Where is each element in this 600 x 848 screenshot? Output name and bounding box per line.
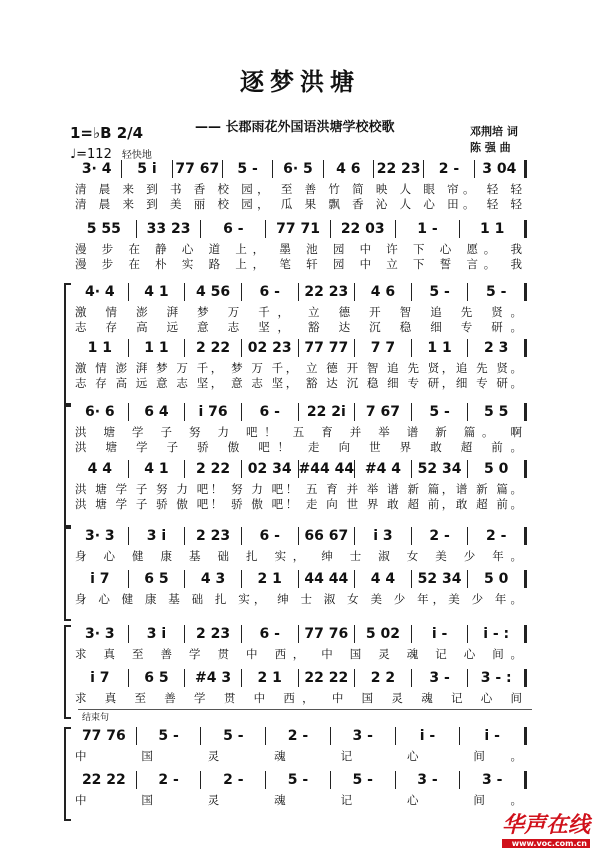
- measure: 5 -: [266, 771, 331, 789]
- measure: 3 -: [396, 771, 461, 789]
- measure: 4 6: [324, 160, 374, 178]
- system-bracket: [64, 527, 71, 621]
- measure: 6 5: [129, 570, 186, 588]
- measure: 3 - :: [468, 669, 527, 687]
- watermark: [502, 808, 590, 848]
- measure: 22 03: [331, 220, 396, 238]
- system-bracket: [64, 625, 71, 719]
- lyrics-line: 洪 塘 学 子 骄 傲 吧！ 走 向 世 界 敢 超 前。: [75, 440, 523, 454]
- measure: #44 44: [298, 461, 355, 477]
- notation-line: [72, 160, 527, 178]
- measure: 6 -: [242, 625, 299, 643]
- measure: 3 -: [412, 669, 469, 687]
- notation-line: [72, 220, 527, 238]
- lyrics-line: 洪 塘 学 子 努 力 吧！ 努 力 吧！ 五 育 并 举 谱 新 篇，谱 新 篇。: [75, 482, 523, 496]
- measure: 5 -: [137, 727, 202, 745]
- measure: 4 56: [185, 283, 242, 301]
- tempo-value: ♩=112: [70, 147, 112, 162]
- measure: 2 3: [468, 339, 527, 357]
- lyrics-line: 中 国 灵 魂 记 心 间。: [75, 749, 523, 763]
- measure: 3 -: [331, 727, 396, 745]
- measure: i 76: [185, 403, 242, 421]
- measure: 7 67: [355, 403, 412, 421]
- system-bracket: [64, 283, 71, 407]
- subtitle: —— 长郡雨花外国语洪塘学校校歌: [195, 120, 395, 135]
- measure: 77 67: [173, 160, 223, 178]
- composer: 陈 强 曲: [470, 141, 511, 154]
- notation-line: [72, 771, 527, 789]
- measure: 6 -: [201, 220, 266, 238]
- measure: 3· 4: [72, 160, 122, 178]
- lyrics-line: 志 存 高 远 意 志 坚， 意 志 坚， 豁 达 沉 稳 细 专 研，细 专 研。: [75, 376, 523, 390]
- measure: i -: [396, 727, 461, 745]
- measure: 2 -: [137, 771, 202, 789]
- lyrics-line: 漫 步 在 朴 实 路 上， 笔 轩 园 中 立 下 誓 言。 我: [75, 257, 523, 271]
- measure: 5 0: [468, 460, 527, 478]
- lyrics-line: 中 国 灵 魂 记 心 间。: [75, 793, 523, 807]
- measure: 22 23: [299, 283, 356, 301]
- measure: 2 2: [355, 669, 412, 687]
- measure: 2 -: [412, 527, 469, 545]
- measure: 2 23: [185, 527, 242, 545]
- watermark-url: www.voc.com.cn: [502, 839, 590, 848]
- measure: 52 34: [412, 460, 469, 478]
- measure: 5 -: [201, 727, 266, 745]
- notation-line: [72, 727, 527, 745]
- measure: 2 -: [266, 727, 331, 745]
- tempo-marking: 轻快地: [121, 150, 152, 161]
- measure: 3 i: [129, 625, 186, 643]
- system-bracket: [64, 403, 71, 527]
- measure: 5 i: [122, 160, 172, 178]
- lyrics-line: 激 情 澎 湃 梦 万 千， 梦 万 千， 立 德 开 智 追 先 贤，追 先 贤。: [75, 361, 523, 375]
- measure: 3 04: [475, 160, 527, 178]
- measure: i 7: [72, 570, 129, 588]
- notation-line: [72, 460, 527, 478]
- measure: 1 1: [460, 220, 527, 238]
- measure: 4 4: [355, 570, 412, 588]
- measure: 3 -: [460, 771, 527, 789]
- measure: 4· 4: [72, 283, 129, 301]
- notation-line: [72, 403, 527, 421]
- measure: 44 44: [299, 570, 356, 588]
- measure: 2 22: [185, 339, 242, 357]
- measure: 6 4: [129, 403, 186, 421]
- notation-line: [72, 527, 527, 545]
- measure: 52 34: [412, 570, 469, 588]
- measure: 5 -: [331, 771, 396, 789]
- measure: 5 -: [412, 283, 469, 301]
- measure: 77 71: [266, 220, 331, 238]
- measure: 6· 5: [273, 160, 323, 178]
- measure: 5 02: [355, 625, 412, 643]
- measure: 2 22: [185, 460, 242, 478]
- song-title: 逐梦洪塘: [240, 67, 360, 96]
- measure: 5 -: [412, 403, 469, 421]
- notation-line: [72, 625, 527, 643]
- measure: 22 22: [299, 669, 356, 687]
- measure: 2 1: [242, 669, 299, 687]
- lyrics-line: 身 心 健 康 基 础 扎 实， 绅 士 淑 女 美 少 年。: [75, 549, 523, 563]
- measure: 5 55: [72, 220, 137, 238]
- measure: 4 1: [129, 460, 186, 478]
- measure: 3 i: [129, 527, 186, 545]
- measure: 4 1: [129, 283, 186, 301]
- lyrics-line: 洪 塘 学 子 努 力 吧！ 五 育 并 举 谱 新 篇。 啊: [75, 425, 523, 439]
- lyrics-line: 漫 步 在 静 心 道 上， 墨 池 园 中 许 下 心 愿。 我: [75, 242, 523, 256]
- measure: i - :: [468, 625, 527, 643]
- measure: 77 76: [299, 625, 356, 643]
- measure: #4 3: [185, 669, 242, 687]
- measure: #4 4: [355, 460, 412, 478]
- measure: i -: [412, 625, 469, 643]
- measure: 2 -: [201, 771, 266, 789]
- notation-line: [72, 283, 527, 301]
- measure: 2 1: [242, 570, 299, 588]
- ending-label: 结束句: [78, 709, 532, 723]
- notation-line: [72, 669, 527, 687]
- measure: 5 0: [468, 570, 527, 588]
- measure: 4 4: [72, 460, 129, 478]
- lyricist: 邓荆培 词: [470, 125, 518, 138]
- measure: 5 -: [468, 283, 527, 301]
- measure: 02 23: [242, 339, 299, 357]
- measure: 1 1: [129, 339, 186, 357]
- measure: 1 1: [412, 339, 469, 357]
- system-bracket: [64, 727, 71, 821]
- lyrics-line: 求 真 至 善 学 贯 中 西， 中 国 灵 魂 记 心 间: [75, 691, 523, 705]
- measure: 2 23: [185, 625, 242, 643]
- measure: 5 5: [468, 403, 527, 421]
- credits: [470, 124, 518, 156]
- measure: i 7: [72, 669, 129, 687]
- lyrics-line: 身 心 健 康 基 础 扎 实， 绅 士 淑 女 美 少 年，美 少 年。: [75, 592, 523, 606]
- measure: 2 -: [424, 160, 474, 178]
- measure: 02 34: [242, 460, 299, 478]
- measure: 3· 3: [72, 625, 129, 643]
- key-signature: 1=♭B 2/4: [70, 124, 144, 142]
- lyrics-line: 清 晨 来 到 书 香 校 园， 至 善 竹 简 映 人 眼 帘。 轻 轻: [75, 182, 523, 196]
- notation-line: [72, 570, 527, 588]
- measure: 1 1: [72, 339, 129, 357]
- measure: 4 3: [185, 570, 242, 588]
- measure: 6 -: [242, 403, 299, 421]
- measure: 22 23: [374, 160, 424, 178]
- notation-line: [72, 339, 527, 357]
- measure: 7 7: [355, 339, 412, 357]
- measure: 3· 3: [72, 527, 129, 545]
- measure: 6 5: [129, 669, 186, 687]
- lyrics-line: 志 存 高 远 意 志 坚， 豁 达 沉 稳 细 专 研。: [75, 320, 523, 334]
- measure: 4 6: [355, 283, 412, 301]
- measure: 2 -: [468, 527, 527, 545]
- measure: 66 67: [299, 527, 356, 545]
- measure: 1 -: [396, 220, 461, 238]
- lyrics-line: 洪 塘 学 子 骄 傲 吧！ 骄 傲 吧！ 走 向 世 界 敢 超 前，敢 超 前。: [75, 497, 523, 511]
- measure: 77 76: [72, 727, 137, 745]
- measure: 6· 6: [72, 403, 129, 421]
- measure: i 3: [355, 527, 412, 545]
- lyrics-line: 激 情 澎 湃 梦 万 千， 立 德 开 智 追 先 贤。: [75, 305, 523, 319]
- measure: i -: [460, 727, 527, 745]
- lyrics-line: 求 真 至 善 学 贯 中 西， 中 国 灵 魂 记 心 间。: [75, 647, 523, 661]
- measure: 6 -: [242, 283, 299, 301]
- measure: 5 -: [223, 160, 273, 178]
- lyrics-line: 清 晨 来 到 美 丽 校 园， 瓜 果 飘 香 沁 人 心 田。 轻 轻: [75, 197, 523, 211]
- measure: 6 -: [242, 527, 299, 545]
- measure: 22 2i: [299, 403, 356, 421]
- measure: 77 77: [299, 339, 356, 357]
- measure: 22 22: [72, 771, 137, 789]
- watermark-logo: 华声在线: [501, 812, 590, 838]
- measure: 33 23: [137, 220, 202, 238]
